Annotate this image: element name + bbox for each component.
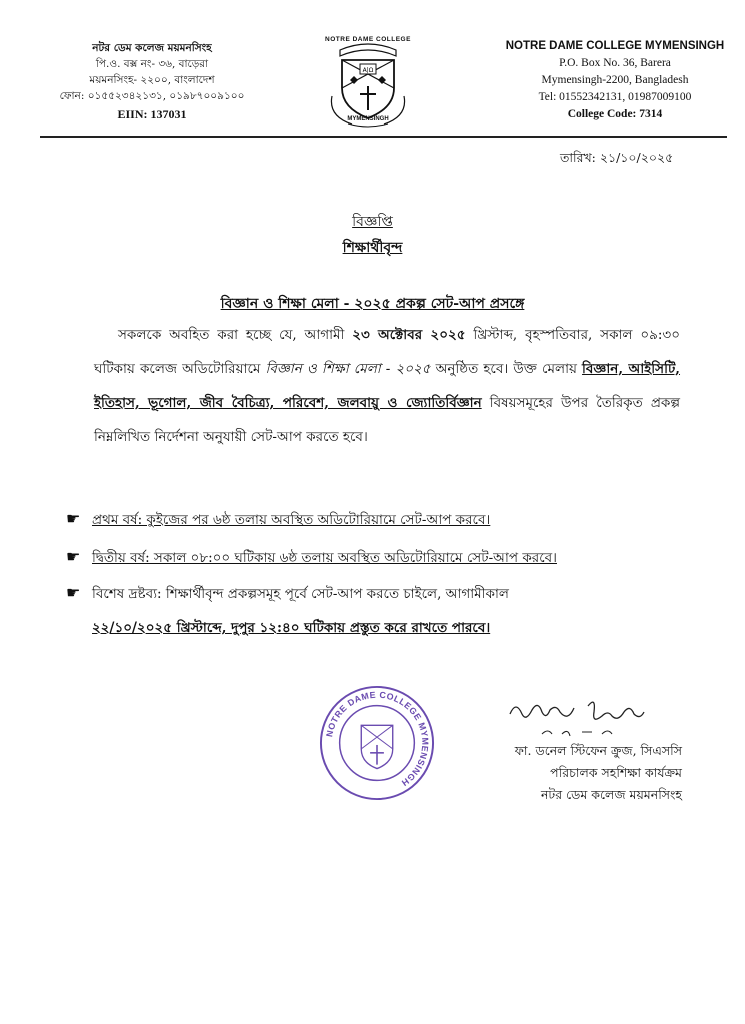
signatory-institution: নটর ডেম কলেজ ময়মনসিংহ — [540, 787, 682, 802]
signatory-block — [470, 740, 682, 806]
pointing-hand-icon: ☛ — [66, 509, 81, 528]
letterhead-left — [42, 40, 262, 122]
bullet-first-year: ☛ প্রথম বর্ষ: কুইজের পর ৬ষ্ঠ তলায় অবস্থিত অডিটোরিয়ামে সেট-আপ করবে। — [66, 502, 490, 537]
crest-top-text: NOTRE DAME COLLEGE — [325, 36, 411, 43]
pointing-hand-icon: ☛ — [66, 583, 81, 602]
signatory-designation: পরিচালক সহশিক্ষা কার্যক্রম — [550, 765, 682, 780]
phone-en: Tel: 01552342131, 01987009100 — [538, 91, 692, 103]
phone-bn: ফোন: ০১৫৫২৩৪২১৩১, ০১৯৮৭০০৯১০০ — [59, 90, 245, 102]
event-name: বিজ্ঞান ও শিক্ষা মেলা - ২০২৫ — [265, 361, 431, 377]
notice-title: বিজ্ঞপ্তি — [352, 214, 393, 230]
subject-list: বিজ্ঞান, আইসিটি, ইতিহাস, ভূগোল, জীব বৈচিত্র্য, পরিবেশ, জলবায়ু ও জ্যোতির্বিজ্ঞান — [94, 361, 681, 411]
notice-subject: বিজ্ঞান ও শিক্ষা মেলা - ২০২৫ প্রকল্প সেট-আপ প্রসঙ্গে — [220, 296, 525, 312]
eiin-number: EIIN: 137031 — [117, 107, 187, 121]
college-seal-stamp — [318, 684, 436, 802]
letterhead-divider — [40, 136, 727, 138]
notice-audience: শিক্ষার্থীবৃন্দ — [342, 240, 403, 256]
address-line-2-en: Mymensingh-2200, Bangladesh — [541, 74, 689, 86]
notice-body: সকলকে অবহিত করা হচ্ছে যে, আগামী ২৩ অক্টোবর ২০২৫ খ্রিস্টাব্দ, বৃহস্পতিবার, সকাল ০৯:৩০ ঘটিকায় কলেজ অডিটোরিয়ামে বিজ্ঞান ও শিক্ষা মেলা - ২০২৫ অনুষ্ঠিত হবে। উক্ত মেলায় বিজ্ঞান, আইসিটি, ইতিহাস, ভূগোল, জীব বৈচিত্র্য, পরিবেশ, জলবায়ু ও জ্যোতির্বিজ্ঞান বিষয়সমূহের উপর তৈরিকৃত প্রকল্প নিম্নলিখিত নির্দেশনা অনুযায়ী সেট-আপ করতে হবে। — [94, 327, 681, 445]
svg-text:A|Ω: A|Ω — [362, 67, 374, 74]
bullet-special-note: ☛ বিশেষ দ্রষ্টব্য: শিক্ষার্থীবৃন্দ প্রকল্পসমূহ পূর্বে সেট-আপ করতে চাইলে, আগামীকাল ২২/১০/২০২৫ খ্রিস্টাব্দে, দুপুর ১২:৪০ ঘটিকায় প্রস্তুত করে রাখতে পারবে। — [66, 576, 686, 645]
signatory-name: ফা. ডনেল স্টিফেন ক্রুজ, সিএসসি — [514, 743, 682, 758]
college-code: College Code: 7314 — [567, 108, 663, 120]
crest-bottom-text: MYMENSINGH — [347, 116, 389, 122]
pointing-hand-icon: ☛ — [66, 547, 81, 566]
address-line-1-bn: পি.ও. বক্স নং- ৩৬, বাড়েরা — [95, 58, 209, 70]
address-line-1-en: P.O. Box No. 36, Barera — [559, 57, 671, 69]
event-date: ২৩ অক্টোবর ২০২৫ — [352, 327, 466, 343]
bullet-second-year: ☛ দ্বিতীয় বর্ষ: সকাল ০৮:০০ ঘটিকায় ৬ষ্ঠ তলায় অবস্থিত অডিটোরিয়ামে সেট-আপ করবে। — [66, 540, 557, 575]
notice-date: তারিখ: ২১/১০/২০২৫ — [560, 150, 674, 165]
address-line-2-bn: ময়মনসিংহ- ২২০০, বাংলাদেশ — [89, 74, 215, 86]
svg-text:NOTRE DAME COLLEGE MYMENSINGH: NOTRE DAME COLLEGE MYMENSINGH — [324, 689, 431, 789]
letterhead-right — [500, 38, 730, 123]
college-name-bn: নটর ডেম কলেজ ময়মনসিংহ — [92, 42, 212, 54]
college-name-en: NOTRE DAME COLLEGE MYMENSINGH — [505, 40, 725, 52]
special-note-continuation: ২২/১০/২০২৫ খ্রিস্টাব্দে, দুপুর ১২:৪০ ঘটিকায় প্রস্তুত করে রাখতে পারবে। — [92, 620, 491, 636]
college-crest-icon — [318, 30, 418, 130]
